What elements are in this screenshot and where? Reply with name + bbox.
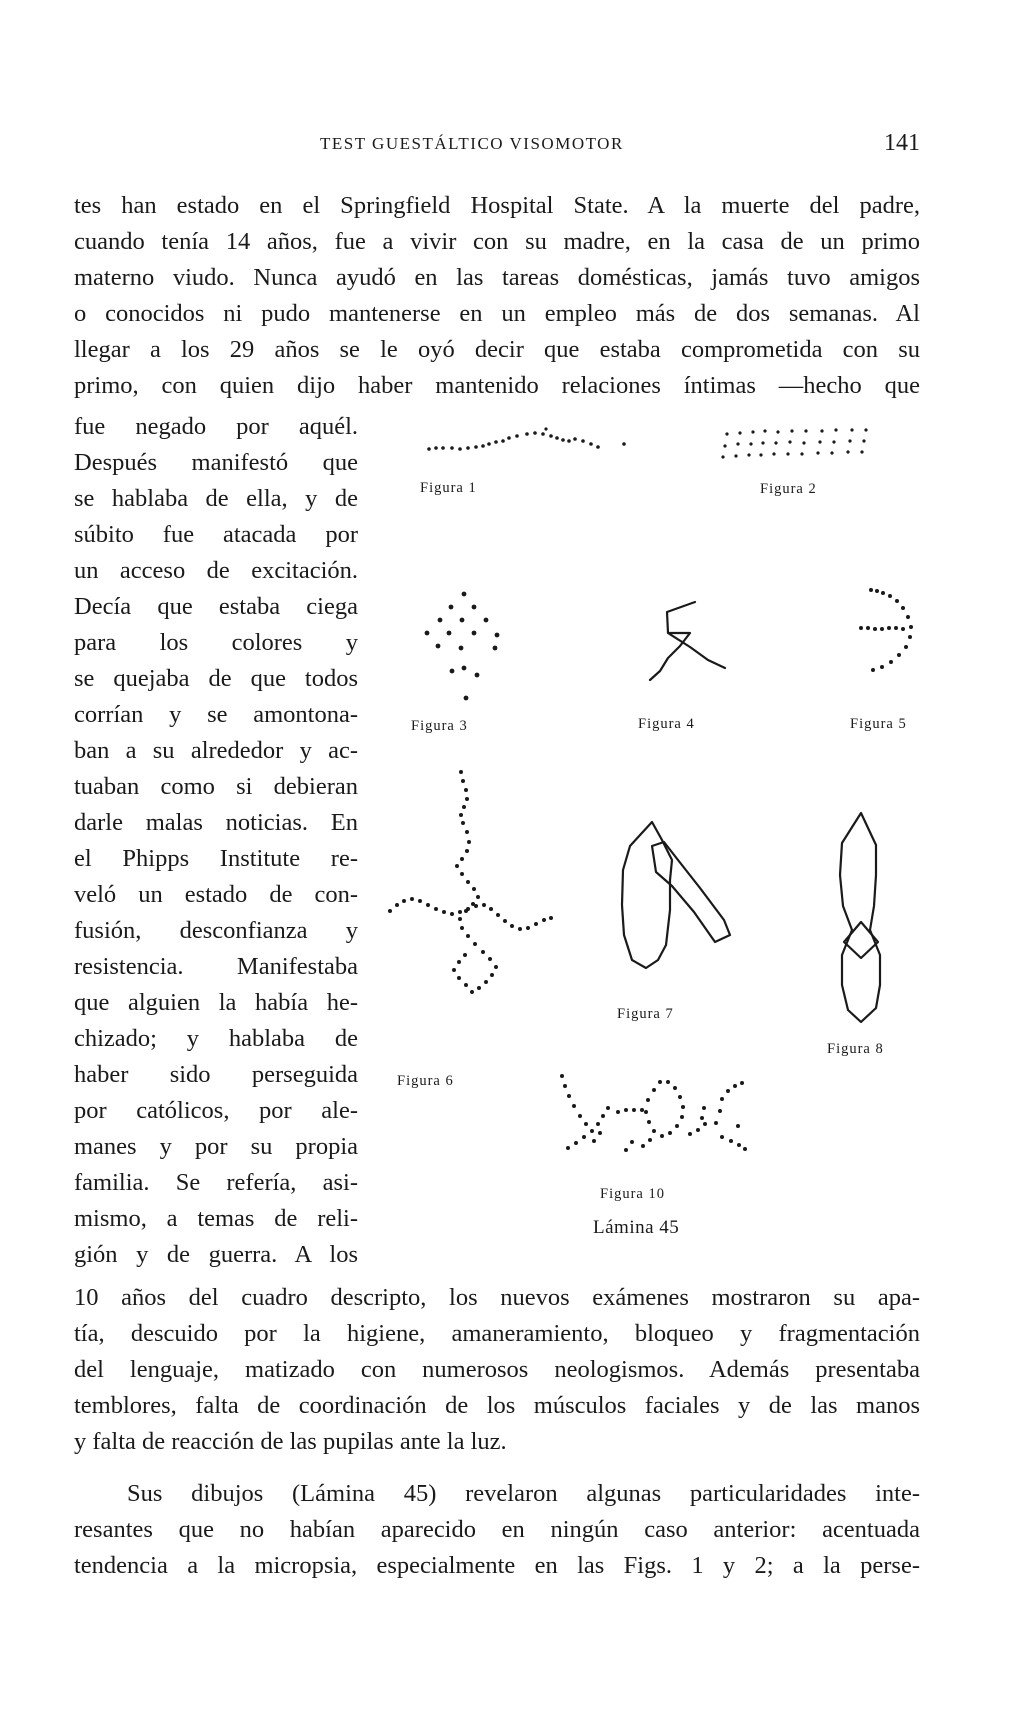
caption-figure-4: Figura 4 xyxy=(638,716,695,732)
text-line: ban a su alrededor y ac- xyxy=(74,737,358,764)
text-line: llegar a los 29 años se le oyó decir que estaba comprometida con su xyxy=(74,336,920,363)
caption-figure-10: Figura 10 xyxy=(600,1186,665,1202)
text-line: 10 años del cuadro descripto, los nuevos exámenes mostraron su apa- xyxy=(74,1284,920,1311)
text-line: gión y de guerra. A los xyxy=(74,1241,358,1268)
text-line: tes han estado en el Springfield Hospital State. A la muerte del padre, xyxy=(74,192,920,219)
text-line: para los colores y xyxy=(74,629,358,656)
text-line: materno viudo. Nunca ayudó en las tareas domésticas, jamás tuvo amigos xyxy=(74,264,920,291)
plate-caption: Lámina 45 xyxy=(593,1217,680,1238)
figure-6-dot-cross xyxy=(388,770,553,994)
text-line: que alguien la había he- xyxy=(74,989,358,1016)
text-line: Decía que estaba ciega xyxy=(74,593,358,620)
figure-2-dot-columns xyxy=(721,428,867,458)
text-line: cuando tenía 14 años, fue a vivir con su madre, en la casa de un primo xyxy=(74,228,920,255)
text-line: resantes que no habían aparecido en ningún caso anterior: acentuada xyxy=(74,1516,920,1543)
text-line: súbito fue atacada por xyxy=(74,521,358,548)
caption-figure-2: Figura 2 xyxy=(760,481,817,497)
text-line: tendencia a la micropsia, especialmente en las Figs. 1 y 2; a la perse- xyxy=(74,1552,920,1579)
text-line: corrían y se amontona- xyxy=(74,701,358,728)
text-line: el Phipps Institute re- xyxy=(74,845,358,872)
page-number: 141 xyxy=(884,130,920,156)
caption-figure-6: Figura 6 xyxy=(397,1073,454,1089)
figure-4-line-drawing xyxy=(650,602,725,680)
text-line: se quejaba de que todos xyxy=(74,665,358,692)
figure-5-dot-arc xyxy=(859,588,913,672)
text-line: o conocidos ni pudo mantenerse en un empleo más de dos semanas. Al xyxy=(74,300,920,327)
text-line: veló un estado de con- xyxy=(74,881,358,908)
figure-7-outline-2 xyxy=(652,842,730,942)
text-line: mismo, a temas de reli- xyxy=(74,1205,358,1232)
caption-figure-7: Figura 7 xyxy=(617,1006,674,1022)
text-line: tuaban como si debieran xyxy=(74,773,358,800)
text-line: fusión, desconfianza y xyxy=(74,917,358,944)
text-line: primo, con quien dijo haber mantenido relaciones íntimas —hecho que xyxy=(74,372,920,399)
figure-1-dot-pattern xyxy=(427,427,626,450)
text-line: del lenguaje, matizado con numerosos neologismos. Además presentaba xyxy=(74,1356,920,1383)
text-line: familia. Se refería, asi- xyxy=(74,1169,358,1196)
caption-figure-3: Figura 3 xyxy=(411,718,468,734)
caption-figure-8: Figura 8 xyxy=(827,1041,884,1057)
text-line: darle malas noticias. En xyxy=(74,809,358,836)
running-title: TEST GUESTÁLTICO VISOMOTOR xyxy=(320,134,624,153)
text-line: haber sido perseguida xyxy=(74,1061,358,1088)
text-line: temblores, falta de coordinación de los músculos faciales y de las manos xyxy=(74,1392,920,1419)
text-line: Después manifestó que xyxy=(74,449,358,476)
text-line: un acceso de excitación. xyxy=(74,557,358,584)
text-line: fue negado por aquél. xyxy=(74,413,358,440)
figure-8-outline xyxy=(840,813,880,1022)
text-line: se hablaba de ella, y de xyxy=(74,485,358,512)
text-line: Sus dibujos (Lámina 45) revelaron algunas particularidades inte- xyxy=(127,1480,920,1507)
figure-10-dot-pattern xyxy=(560,1074,747,1152)
caption-figure-5: Figura 5 xyxy=(850,716,907,732)
figure-3-dot-pattern xyxy=(425,592,500,701)
text-line: y falta de reacción de las pupilas ante la luz. xyxy=(74,1428,507,1455)
caption-figure-1: Figura 1 xyxy=(420,480,477,496)
text-line: por católicos, por ale- xyxy=(74,1097,358,1124)
text-line: tía, descuido por la higiene, amaneramiento, bloqueo y fragmentación xyxy=(74,1320,920,1347)
text-line: chizado; y hablaba de xyxy=(74,1025,358,1052)
text-line: resistencia. Manifestaba xyxy=(74,953,358,980)
text-line: manes y por su propia xyxy=(74,1133,358,1160)
